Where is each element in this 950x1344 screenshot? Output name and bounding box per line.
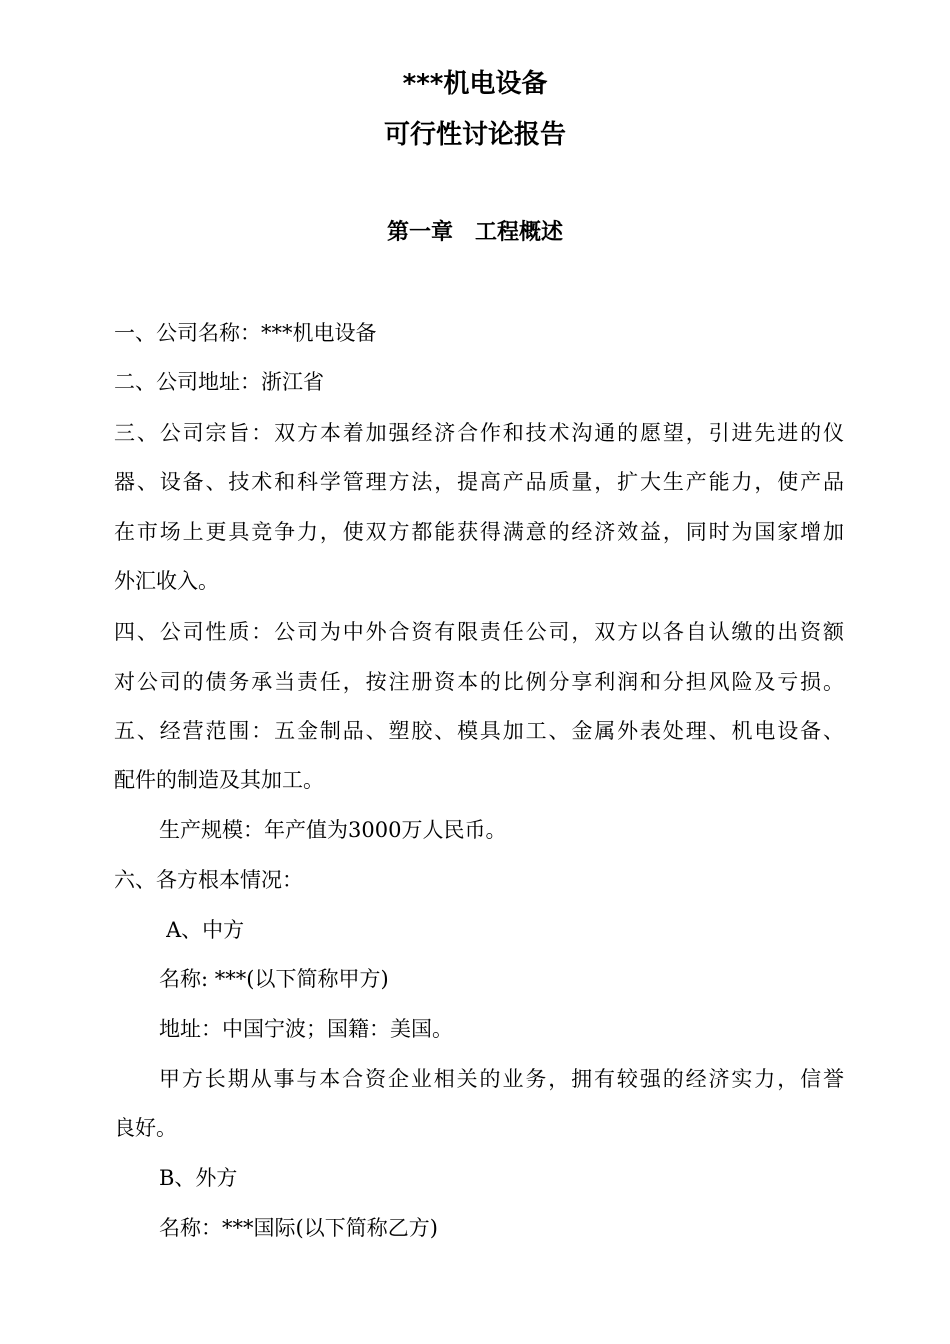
paragraph-production-scale: 生产规模：年产值为3000万人民币。 [159,818,507,842]
paragraph-company-nature-line1: 四、公司性质：公司为中外合资有限责任公司，双方以各自认缴的出资额 [114,620,844,644]
paragraph-company-purpose-line1: 三、公司宗旨：双方本着加强经济合作和技术沟通的愿望，引进先进的仪 [114,421,844,445]
paragraph-company-purpose-line4: 外汇收入。 [114,569,219,593]
party-b-name: 名称：***国际(以下简称乙方) [159,1216,438,1240]
party-a-heading: A、中方 [166,918,245,942]
party-a-description-line2: 良好。 [114,1116,177,1140]
party-a-address: 地址：中国宁波；国籍：美国。 [159,1017,453,1041]
chapter-heading: 第一章 工程概述 [386,220,563,245]
paragraph-company-name: 一、公司名称：***机电设备 [114,321,377,345]
paragraph-business-scope-line1: 五、经营范围：五金制品、塑胶、模具加工、金属外表处理、机电设备、 [114,719,844,743]
paragraph-company-purpose-line3: 在市场上更具竞争力，使双方都能获得满意的经济效益，同时为国家增加 [114,520,844,544]
paragraph-company-address: 二、公司地址：浙江省 [114,370,324,394]
party-b-heading: B、外方 [159,1166,238,1190]
paragraph-business-scope-line2: 配件的制造及其加工。 [114,768,324,792]
paragraph-company-nature-line2: 对公司的债务承当责任，按注册资本的比例分享利润和分担风险及亏损。 [114,670,844,694]
paragraph-company-purpose-line2: 器、设备、技术和科学管理方法，提高产品质量，扩大生产能力，使产品 [114,470,844,494]
party-a-description-line1: 甲方长期从事与本合资企业相关的业务，拥有较强的经济实力，信誉 [159,1067,844,1091]
document-subtitle: 可行性讨论报告 [383,120,566,150]
party-a-name: 名称: ***(以下简称甲方) [159,967,389,991]
paragraph-parties-heading: 六、各方根本情况： [114,868,303,892]
document-title: ***机电设备 [402,69,548,99]
